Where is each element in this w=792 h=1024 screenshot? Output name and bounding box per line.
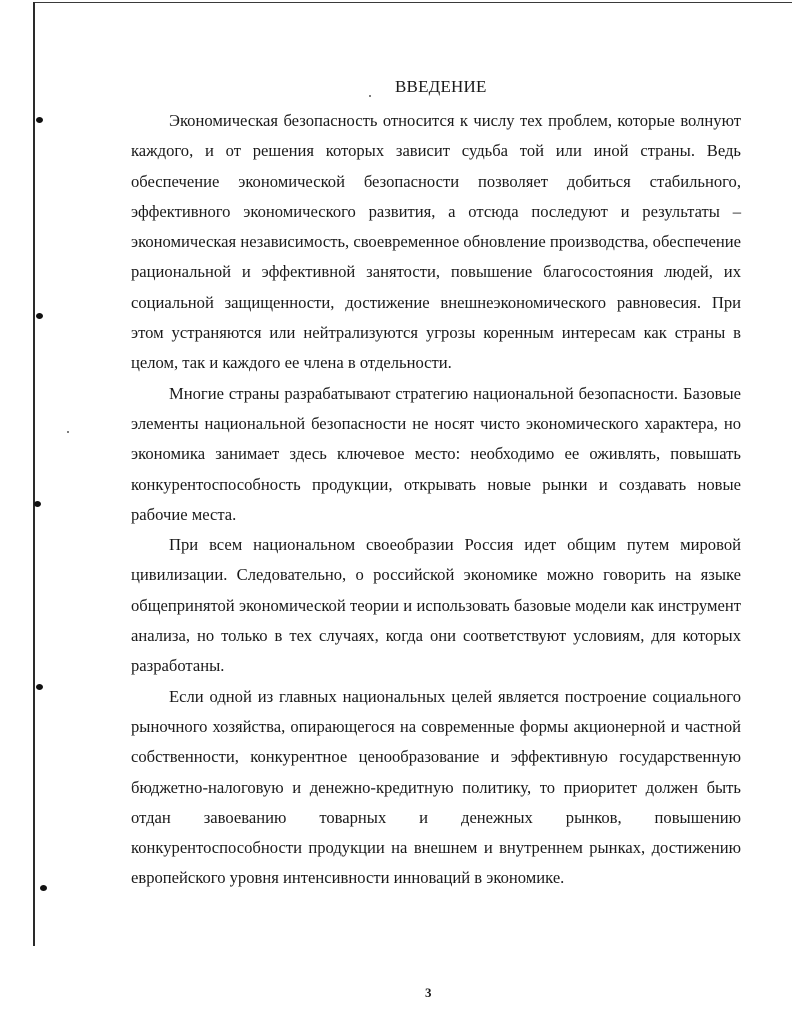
paragraph: Если одной из главных национальных целей является построение социального рыночного хозяйства, опирающегося на современные формы акционерной и частной собственности, конкурентное ценообразование и эффективную государственную бюджетно-налоговую и денежно-кредитную политику, то приоритет должен быть отдан завоеванию товарных и денежных рынков, повышению конкурентоспособности продукции на внешнем и внутреннем рынках, достижению европейского уровня интенсивности инноваций в экономике.	[131, 686, 741, 888]
paragraph: При всем национальном своеобразии Россия идет общим путем мировой цивилизации. Следовательно, о российской экономике можно говорить на языке общепринятой экономической теории и использовать базовые модели как инструмент анализа, но только в тех случаях, когда они соответствуют условиям, для которых разработаны.	[131, 535, 741, 676]
section-heading: ВВЕДЕНИЕ	[395, 77, 487, 96]
paragraph: Многие страны разрабатывают стратегию национальной безопасности. Базовые элементы национальной безопасности не носят чисто экономического характера, но экономика занимает здесь ключевое место: необходимо ее оживлять, повышать конкурентоспособность продукции, открывать новые рынки и создавать новые рабочие места.	[131, 383, 741, 524]
scan-top-edge	[34, 2, 792, 3]
binding-hole-mark	[40, 885, 47, 891]
scan-speck	[67, 431, 69, 433]
body-text	[131, 106, 741, 894]
page-number: 3	[425, 985, 432, 1000]
paragraph: Экономическая безопасность относится к числу тех проблем, которые волнуют каждого, и от решения которых зависит судьба той или иной страны. Ведь обеспечение экономической безопасности позволяет добиться стабильного, эффективного экономического развития, а отсюда последуют и результаты – экономическая независимость, своевременное обновление производства, обеспечение рациональной и эффективной занятости, повышение благосостояния людей, их социальной защищенности, достижение внешнеэкономического равновесия. При этом устраняются или нейтрализуются угрозы коренным интересам как страны в целом, так и каждого ее члена в отдельности.	[131, 111, 742, 373]
binding-hole-mark	[36, 117, 43, 123]
binding-hole-mark	[34, 501, 41, 507]
scan-left-edge	[33, 2, 35, 946]
scan-speck	[369, 95, 371, 97]
binding-hole-mark	[36, 313, 43, 319]
binding-hole-mark	[36, 684, 43, 690]
